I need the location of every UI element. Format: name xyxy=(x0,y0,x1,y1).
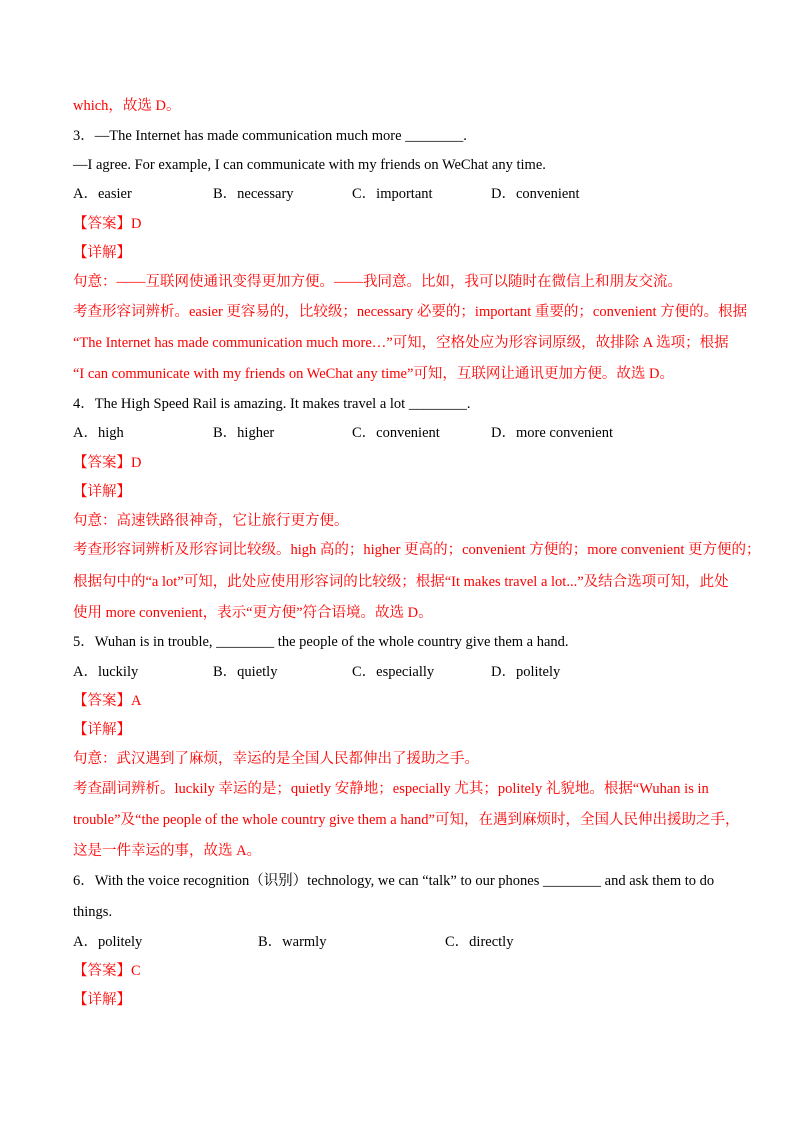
question-5-stem-line-1: 5．Wuhan is in trouble, ________ the people of the whole country give them a hand. xyxy=(73,634,569,650)
question-4-option-a: A．high xyxy=(73,425,124,441)
question-6-option-b: B．warmly xyxy=(258,934,327,950)
question-3-detail-line-2: 考查形容词辨析。easier 更容易的，比较级；necessary 必要的；important 重要的；convenient 方便的。根据 xyxy=(73,304,748,320)
previous-explanation-tail: which，故选 D。 xyxy=(73,98,181,114)
question-3-detail-line-1: 句意：——互联网使通讯变得更加方便。——我同意。比如，我可以随时在微信上和朋友交流。 xyxy=(73,274,682,290)
question-6-detail-label: 【详解】 xyxy=(73,992,131,1008)
question-5-option-b: B．quietly xyxy=(213,664,278,680)
question-3-stem-line-1: 3．—The Internet has made communication much more ________. xyxy=(73,128,467,144)
question-6-answer: 【答案】C xyxy=(73,963,141,979)
question-6-stem-line-2: things. xyxy=(73,904,113,920)
question-5-option-d: D．politely xyxy=(491,664,561,680)
question-5-detail-line-2: 考查副词辨析。luckily 幸运的是；quietly 安静地；especially 尤其；politely 礼貌地。根据“Wuhan is in xyxy=(73,781,709,797)
question-5-detail-line-3: trouble”及“the people of the whole country give them a hand”可知，在遇到麻烦时，全国人民伸出援助之手， xyxy=(73,812,740,828)
question-4-option-b: B．higher xyxy=(213,425,275,441)
question-5-answer: 【答案】A xyxy=(73,693,142,709)
question-6-option-c: C．directly xyxy=(445,934,514,950)
question-3-option-b: B．necessary xyxy=(213,186,294,202)
question-4-detail-line-2: 考查形容词辨析及形容词比较级。high 高的；higher 更高的；convenient 方便的；more convenient 更方便的； xyxy=(73,542,761,558)
question-5-option-a: A．luckily xyxy=(73,664,139,680)
question-3-option-a: A．easier xyxy=(73,186,132,202)
question-3-detail-label: 【详解】 xyxy=(73,245,131,261)
question-5-detail-label: 【详解】 xyxy=(73,722,131,738)
question-4-detail-line-4: 使用 more convenient，表示“更方便”符合语境。故选 D。 xyxy=(73,605,433,621)
question-4-detail-line-3: 根据句中的“a lot”可知，此处应使用形容词的比较级；根据“It makes travel a lot...”及结合选项可知，此处 xyxy=(73,574,729,590)
question-4-option-d: D．more convenient xyxy=(491,425,614,441)
question-5-detail-line-1: 句意：武汉遇到了麻烦，幸运的是全国人民都伸出了援助之手。 xyxy=(73,751,479,767)
question-6-option-a: A．politely xyxy=(73,934,143,950)
question-3-stem-line-2: —I agree. For example, I can communicate with my friends on WeChat any time. xyxy=(73,157,546,173)
question-6-stem-line-1: 6．With the voice recognition（识别）technology, we can “talk” to our phones ________ and ask them to do xyxy=(73,873,715,889)
question-3-detail-line-3: “The Internet has made communication much more…”可知，空格处应为形容词原级，故排除 A 选项；根据 xyxy=(73,335,729,351)
question-3-answer: 【答案】D xyxy=(73,216,142,232)
question-4-answer: 【答案】D xyxy=(73,455,142,471)
question-3-option-c: C．important xyxy=(352,186,433,202)
question-3-detail-line-4: “I can communicate with my friends on WeChat any time”可知，互联网让通讯更加方便。故选 D。 xyxy=(73,366,675,382)
question-5-option-c: C．especially xyxy=(352,664,435,680)
question-5-detail-line-4: 这是一件幸运的事，故选 A。 xyxy=(73,843,262,859)
question-4-stem-line-1: 4．The High Speed Rail is amazing. It makes travel a lot ________. xyxy=(73,396,471,412)
question-4-detail-line-1: 句意：高速铁路很神奇，它让旅行更方便。 xyxy=(73,513,349,529)
question-4-option-c: C．convenient xyxy=(352,425,440,441)
question-4-detail-label: 【详解】 xyxy=(73,484,131,500)
question-3-option-d: D．convenient xyxy=(491,186,580,202)
